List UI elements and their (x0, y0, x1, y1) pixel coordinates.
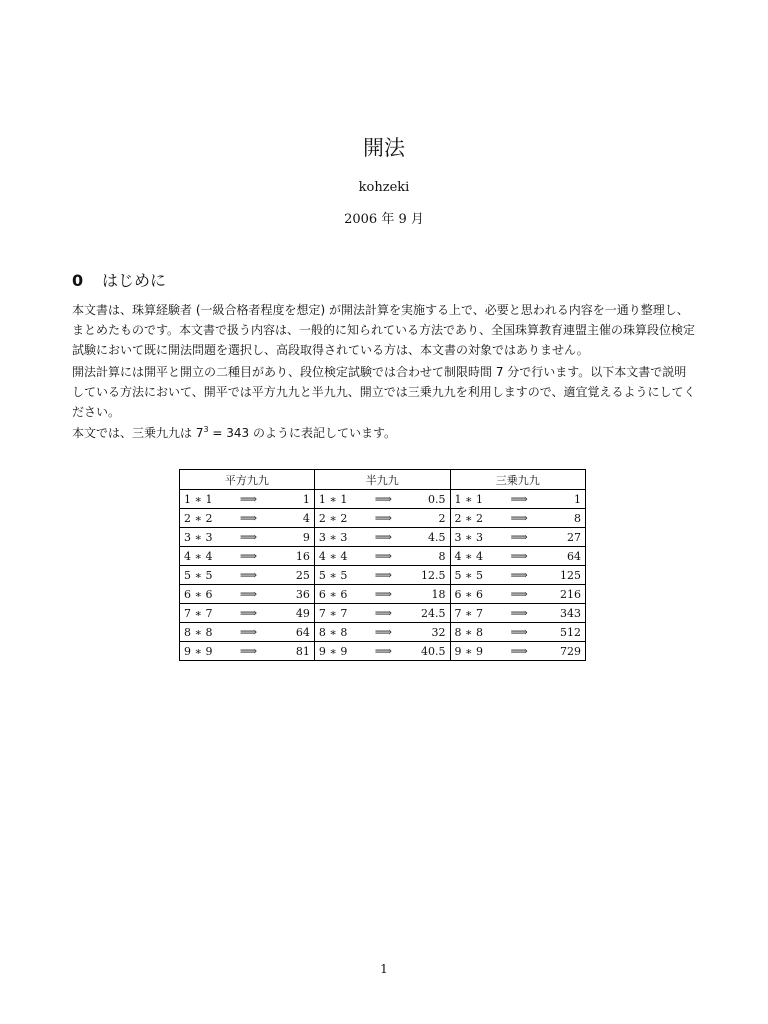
notation-text-after: = 343 のように表記しています。 (208, 426, 396, 440)
implies-arrow-icon: ⟹ (496, 604, 542, 623)
table-row (180, 528, 586, 547)
table-cell-expression: 9 ∗ 9 (314, 642, 360, 661)
table-cell-expression: 6 ∗ 6 (314, 585, 360, 604)
implies-arrow-icon: ⟹ (360, 509, 406, 528)
author: kohzeki (358, 180, 410, 195)
implies-arrow-icon: ⟹ (225, 490, 271, 509)
table-cell-expression: 6 ∗ 6 (180, 585, 226, 604)
table-cell-value: 1 (272, 490, 315, 509)
table-cell-value: 64 (542, 547, 585, 566)
table-cell-expression: 9 ∗ 9 (180, 642, 226, 661)
table-cell-value: 27 (542, 528, 585, 547)
table-cell-expression: 7 ∗ 7 (180, 604, 226, 623)
header-square-kuku: 平方九九 (180, 470, 315, 490)
table-cell-expression: 1 ∗ 1 (450, 490, 496, 509)
table-cell-value: 343 (542, 604, 585, 623)
section-title: はじめに (102, 271, 167, 290)
header-cube-kuku: 三乗九九 (450, 470, 585, 490)
implies-arrow-icon: ⟹ (225, 604, 271, 623)
table-row (180, 585, 586, 604)
table-cell-expression: 2 ∗ 2 (314, 509, 360, 528)
implies-arrow-icon: ⟹ (496, 566, 542, 585)
table-cell-value: 81 (272, 642, 315, 661)
implies-arrow-icon: ⟹ (225, 642, 271, 661)
table-cell-value: 2 (406, 509, 450, 528)
implies-arrow-icon: ⟹ (496, 623, 542, 642)
table-cell-value: 216 (542, 585, 585, 604)
notation-superscript: 3 (203, 425, 209, 434)
table-cell-expression: 3 ∗ 3 (180, 528, 226, 547)
table-header-row (180, 470, 586, 490)
table-row (180, 547, 586, 566)
table-cell-value: 9 (272, 528, 315, 547)
implies-arrow-icon: ⟹ (225, 585, 271, 604)
table-cell-expression: 2 ∗ 2 (180, 509, 226, 528)
table-cell-value: 25 (272, 566, 315, 585)
table-cell-value: 8 (406, 547, 450, 566)
table-cell-expression: 4 ∗ 4 (180, 547, 226, 566)
table-cell-expression: 1 ∗ 1 (314, 490, 360, 509)
table-cell-expression: 8 ∗ 8 (314, 623, 360, 642)
table-cell-value: 729 (542, 642, 585, 661)
table-cell-expression: 5 ∗ 5 (314, 566, 360, 585)
table-cell-value: 0.5 (406, 490, 450, 509)
table-cell-value: 49 (272, 604, 315, 623)
table-cell-expression: 4 ∗ 4 (450, 547, 496, 566)
table-cell-value: 512 (542, 623, 585, 642)
table-body (180, 490, 586, 661)
implies-arrow-icon: ⟹ (360, 642, 406, 661)
implies-arrow-icon: ⟹ (225, 528, 271, 547)
table-cell-expression: 9 ∗ 9 (450, 642, 496, 661)
implies-arrow-icon: ⟹ (225, 547, 271, 566)
table-cell-expression: 3 ∗ 3 (450, 528, 496, 547)
table-cell-value: 64 (272, 623, 315, 642)
implies-arrow-icon: ⟹ (496, 509, 542, 528)
table-cell-expression: 1 ∗ 1 (180, 490, 226, 509)
implies-arrow-icon: ⟹ (360, 623, 406, 642)
table-cell-value: 16 (272, 547, 315, 566)
table-cell-expression: 4 ∗ 4 (314, 547, 360, 566)
implies-arrow-icon: ⟹ (360, 528, 406, 547)
implies-arrow-icon: ⟹ (360, 490, 406, 509)
implies-arrow-icon: ⟹ (225, 509, 271, 528)
table-cell-expression: 6 ∗ 6 (450, 585, 496, 604)
table-row (180, 490, 586, 509)
table-cell-value: 40.5 (406, 642, 450, 661)
table-cell-expression: 7 ∗ 7 (314, 604, 360, 623)
table-cell-expression: 8 ∗ 8 (180, 623, 226, 642)
implies-arrow-icon: ⟹ (496, 547, 542, 566)
table-row (180, 604, 586, 623)
implies-arrow-icon: ⟹ (225, 566, 271, 585)
section-heading (72, 268, 166, 291)
table-cell-value: 12.5 (406, 566, 450, 585)
table-cell-expression: 3 ∗ 3 (314, 528, 360, 547)
kuku-table (179, 469, 586, 661)
header-half-kuku: 半九九 (314, 470, 450, 490)
implies-arrow-icon: ⟹ (496, 642, 542, 661)
paragraph-intro: 本文書は、珠算経験者 (一級合格者程度を想定) が開法計算を実施する上で、必要と思われる内容を一通り整理し、まとめたものです。本文書で扱う内容は、一般的に知られている方法であり、全国珠算教育連盟主催の珠算段位検定試験において既に開法問題を選択し、高段取得されている方は、本文書の対象ではありません。 (72, 303, 696, 357)
implies-arrow-icon: ⟹ (360, 566, 406, 585)
table-cell-value: 125 (542, 566, 585, 585)
table-cell-value: 4.5 (406, 528, 450, 547)
table-row (180, 566, 586, 585)
paragraph-notation (72, 423, 696, 443)
implies-arrow-icon: ⟹ (360, 585, 406, 604)
table-cell-value: 32 (406, 623, 450, 642)
table-cell-expression: 7 ∗ 7 (450, 604, 496, 623)
table-row (180, 509, 586, 528)
table-cell-value: 4 (272, 509, 315, 528)
paragraph-methods: 開法計算には開平と開立の二種目があり、段位検定試験では合わせて制限時間 7 分で行います。以下本文書で説明している方法において、開平では平方九九と半九九、開立では三乗九九を利用しますので、適宜覚えるようにしてください。 (72, 365, 696, 419)
table-cell-value: 8 (542, 509, 585, 528)
document-title: 開法 (363, 136, 405, 160)
table-cell-value: 36 (272, 585, 315, 604)
table-row (180, 642, 586, 661)
table-row (180, 623, 586, 642)
implies-arrow-icon: ⟹ (496, 585, 542, 604)
table-cell-expression: 5 ∗ 5 (180, 566, 226, 585)
table-cell-expression: 8 ∗ 8 (450, 623, 496, 642)
table-cell-expression: 5 ∗ 5 (450, 566, 496, 585)
implies-arrow-icon: ⟹ (360, 604, 406, 623)
table-cell-value: 1 (542, 490, 585, 509)
table-cell-value: 18 (406, 585, 450, 604)
implies-arrow-icon: ⟹ (225, 623, 271, 642)
implies-arrow-icon: ⟹ (496, 490, 542, 509)
page-number: 1 (380, 962, 388, 976)
section-number: 0 (72, 271, 84, 290)
table-cell-value: 24.5 (406, 604, 450, 623)
implies-arrow-icon: ⟹ (496, 528, 542, 547)
notation-text-before: 本文では、三乗九九は 7 (72, 426, 204, 440)
table-cell-expression: 2 ∗ 2 (450, 509, 496, 528)
date: 2006 年 9 月 (344, 212, 424, 227)
implies-arrow-icon: ⟹ (360, 547, 406, 566)
